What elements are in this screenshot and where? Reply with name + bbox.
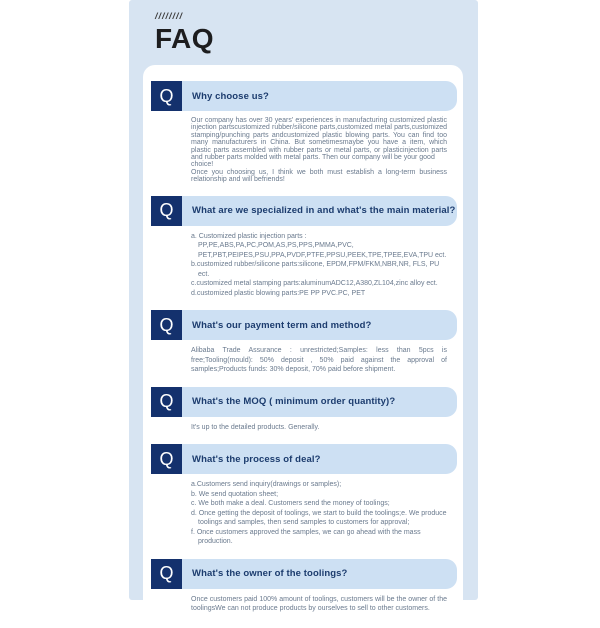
q-letter: Q: [159, 200, 174, 221]
answer-line: f. Once customers approved the samples, we can go ahead with the mass production.: [191, 528, 421, 546]
answer-line: d.customized plastic blowing parts:PE PP PVC.PC, PET: [191, 289, 366, 297]
q-letter: Q: [159, 563, 174, 584]
answer-text: [191, 117, 447, 184]
q-letter: Q: [159, 448, 174, 469]
question-bar: [182, 387, 457, 417]
question-badge: [151, 444, 182, 474]
page-header: [129, 0, 478, 54]
faq-panel: [129, 0, 478, 613]
question-row: [151, 310, 457, 340]
page-title: FAQ: [155, 23, 215, 54]
answer-line: c.customized metal stamping parts:aluminumADC12,A380,ZL104,zinc alloy ect.: [191, 280, 438, 288]
question-text: What's the process of deal?: [192, 453, 321, 465]
question-bar: [182, 444, 457, 474]
answer-line: choice!: [191, 161, 214, 169]
decoration-slashes: ////////: [155, 11, 184, 21]
question-text: Why choose us?: [192, 90, 269, 102]
question-badge: [151, 387, 182, 417]
question-text: What's the MOQ ( minimum order quantity)?: [192, 396, 396, 408]
faq-item: [143, 81, 463, 184]
answer-line: Once customers paid 100% amount of toolings, customers will be the owner of the toolingsWe can not produce products by ourselves to sell to other customers.: [191, 595, 447, 613]
question-bar: [182, 559, 457, 589]
q-letter: Q: [159, 314, 174, 335]
faq-item: [143, 444, 463, 547]
question-bar: [182, 310, 457, 340]
answer-line: Alibaba Trade Assurance : unrestricted;Samples: less than 5pcs is free;Tooling(mould): 50% deposit , 50% paid against the approval of samples;Products funds: 30% deposit, 70% paid before shipment.: [191, 347, 447, 374]
faq-item: [143, 387, 463, 433]
answer-line: b.customized rubber/silicone parts:silicone, EPDM,FPM/FKM,NBR,NR, FLS, PU ect.: [191, 261, 440, 278]
answer-line: d. Once getting the deposit of toolings, we start to build the toolings;e. We produce toolings and samples, then send samples to customers for approval;: [191, 509, 447, 527]
answer-text: [191, 346, 447, 375]
faq-item: [143, 196, 463, 299]
answer-line: b. We send quotation sheet;: [191, 490, 279, 498]
question-row: [151, 387, 457, 417]
question-bar: [182, 81, 457, 111]
question-text: What's our payment term and method?: [192, 319, 372, 331]
answer-text: [191, 423, 447, 433]
question-badge: [151, 559, 182, 589]
question-badge: [151, 81, 182, 111]
faq-item: [143, 310, 463, 375]
question-row: [151, 196, 457, 226]
question-row: [151, 444, 457, 474]
q-letter: Q: [159, 85, 174, 106]
question-badge: [151, 310, 182, 340]
question-bar: [182, 196, 457, 226]
answer-text: [191, 595, 447, 614]
faq-card: [143, 65, 463, 628]
answer-text: [191, 232, 447, 299]
question-row: [151, 559, 457, 589]
answer-line: c. We both make a deal. Customers send the money of toolings;: [191, 500, 390, 508]
answer-line: Our company has over 30 years' experiences in manufacturing customized plastic injection partscustomized rubber/silicone parts,customized metal parts,customized stamping/punching parts andcustomized plastic blowing parts. You can find too many manufacturers in China. But sometimesmaybe you have a item, which plastic parts assembled with rubber parts or metal parts, or plasticinjection parts and rubber parts molded with metal parts. Then our company will be your good: [191, 117, 447, 162]
question-row: [151, 81, 457, 111]
faq-item: [143, 559, 463, 614]
answer-line: a. Customized plastic injection parts : PP,PE,ABS,PA,PC,POM,AS,PS,PPS,PMMA,PVC, PET,PBT,PEIPES,PSU,PPA,PVDF,PTFE,PPSU,PEEK,TPE,TPEE,EVA,TPU ect.: [191, 232, 447, 259]
question-text: What's the owner of the toolings?: [192, 568, 348, 580]
answer-line: Once you choosing us, I think we both must establish a long-term business relationship and will befriends!: [191, 168, 447, 184]
question-badge: [151, 196, 182, 226]
answer-line: It's up to the detailed products. Generally.: [191, 423, 320, 431]
question-text: What are we specialized in and what's the main material?: [192, 205, 456, 217]
answer-line: a.Customers send inquiry(drawings or samples);: [191, 481, 342, 489]
answer-text: [191, 480, 447, 547]
q-letter: Q: [159, 391, 174, 412]
